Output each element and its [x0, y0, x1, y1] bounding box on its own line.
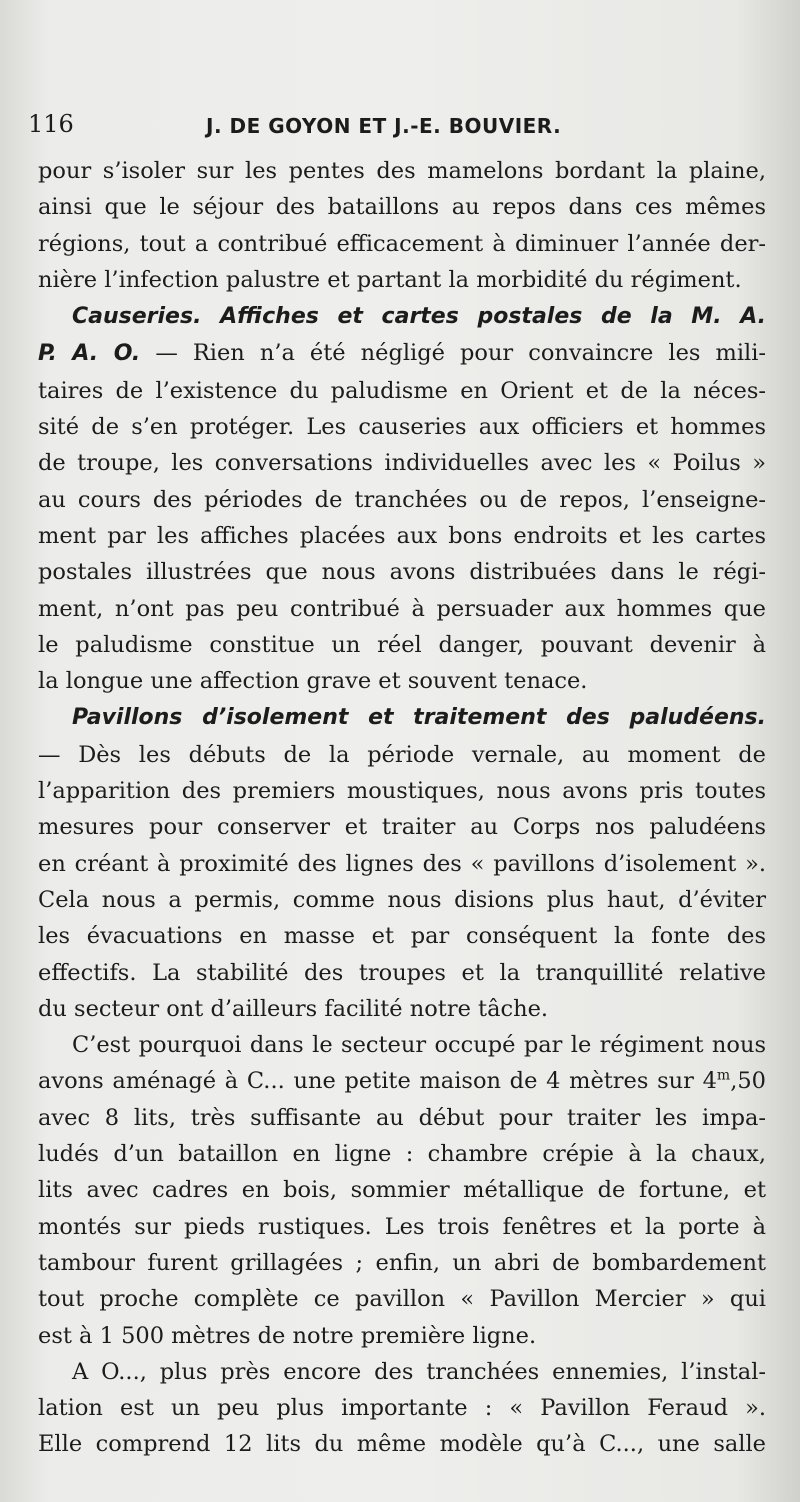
- text-line: [38, 809, 766, 845]
- text-line: [38, 1063, 766, 1099]
- text-line: [38, 882, 766, 918]
- superscript-unit: m: [716, 1067, 731, 1084]
- text-line: [38, 518, 766, 554]
- line-text: avec 8 lits, très suffisante au début pour traiter les impa-: [38, 1104, 766, 1131]
- text-line: [38, 591, 766, 627]
- line-text: l’apparition des premiers moustiques, nous avons pris toutes: [38, 778, 766, 805]
- text-line: [38, 773, 766, 809]
- text-line: [38, 1354, 766, 1390]
- text-line: [38, 955, 766, 991]
- text-line: [38, 846, 766, 882]
- text-line: [38, 482, 766, 518]
- line-tail: ,50: [730, 1068, 766, 1095]
- running-title: J. DE GOYON ET J.-E. BOUVIER.: [206, 114, 562, 138]
- line-text: régions, tout a contribué efficacement à diminuer l’année der-: [38, 230, 766, 257]
- line-text: mesures pour conserver et traiter au Corps nos paludéens: [38, 814, 766, 841]
- line-text: lits avec cadres en bois, sommier métallique de fortune, et: [38, 1177, 766, 1204]
- text-line: [38, 1318, 766, 1354]
- line-text: Elle comprend 12 lits du même modèle qu’à C..., une salle: [38, 1431, 766, 1458]
- text-line: [38, 445, 766, 481]
- text-line: [38, 1172, 766, 1208]
- text-line: [38, 153, 766, 189]
- line-text: de troupe, les conversations individuelles avec les « Poilus »: [38, 450, 766, 477]
- line-text: montés sur pieds rustiques. Les trois fenêtres et la porte à: [38, 1213, 766, 1240]
- line-text: la longue une affection grave et souvent tenace.: [38, 668, 588, 695]
- line-text: tout proche complète ce pavillon « Pavillon Mercier » qui: [38, 1286, 766, 1313]
- text-line: [38, 1390, 766, 1426]
- text-line: [38, 189, 766, 225]
- line-text: — Dès les débuts de la période vernale, au moment de: [38, 741, 766, 768]
- line-text: ludés d’un bataillon en ligne : chambre crépie à la chaux,: [38, 1141, 766, 1168]
- page-header: [28, 110, 760, 150]
- text-line: [38, 226, 766, 262]
- text-line: [38, 1281, 766, 1317]
- text-line: [38, 554, 766, 590]
- body-text: [38, 153, 766, 1463]
- line-text: est à 1 500 mètres de notre première ligne.: [38, 1322, 537, 1349]
- text-line: [38, 737, 766, 773]
- text-line: [38, 409, 766, 445]
- text-line: [38, 663, 766, 699]
- line-text: — Rien n’a été négligé pour convaincre les mili-: [140, 340, 767, 367]
- line-text: C’est pourquoi dans le secteur occupé par le régiment nous: [72, 1032, 766, 1059]
- line-text: ment, n’ont pas peu contribué à persuader aux hommes que: [38, 595, 766, 622]
- line-text: avons aménagé à C... une petite maison de 4 mètres sur 4: [38, 1068, 717, 1095]
- line-text: postales illustrées que nous avons distribuées dans le régi-: [38, 559, 766, 586]
- text-line: [38, 335, 766, 372]
- line-text: ainsi que le séjour des bataillons au repos dans ces mêmes: [38, 194, 766, 221]
- line-text: nière l’infection palustre et partant la morbidité du régiment.: [38, 266, 742, 293]
- section-heading: Pavillons d’isolement et traitement des paludéens.: [72, 705, 766, 731]
- text-line: [38, 918, 766, 954]
- line-text: sité de s’en protéger. Les causeries aux officiers et hommes: [38, 414, 766, 441]
- text-line: [38, 627, 766, 663]
- text-line: [38, 991, 766, 1027]
- line-text: au cours des périodes de tranchées ou de repos, l’enseigne-: [38, 486, 766, 513]
- line-text: pour s’isoler sur les pentes des mamelons bordant la plaine,: [38, 158, 766, 184]
- line-text: A O..., plus près encore des tranchées ennemies, l’instal-: [72, 1358, 766, 1385]
- line-text: du secteur ont d’ailleurs facilité notre tâche.: [38, 995, 549, 1022]
- text-line: [38, 298, 766, 335]
- text-line: [38, 1209, 766, 1245]
- text-line: [38, 262, 766, 298]
- line-text: les évacuations en masse et par conséquent la fonte des: [38, 923, 766, 950]
- line-text: Cela nous a permis, comme nous disions plus haut, d’éviter: [38, 886, 766, 913]
- section-heading: Causeries. Affiches et cartes postales de la M. A.: [72, 304, 766, 330]
- text-line: [38, 1100, 766, 1136]
- line-text: tambour furent grillagées ; enfin, un abri de bombardement: [38, 1249, 766, 1276]
- text-line: [38, 1027, 766, 1063]
- line-text: en créant à proximité des lignes des « pavillons d’isolement ».: [38, 850, 766, 877]
- text-line: [38, 1426, 766, 1462]
- page-number: 116: [28, 110, 74, 138]
- line-text: taires de l’existence du paludisme en Orient et de la néces-: [38, 377, 766, 404]
- section-heading: P. A. O.: [38, 341, 141, 367]
- line-text: effectifs. La stabilité des troupes et la tranquillité relative: [38, 959, 766, 986]
- line-text: ment par les affiches placées aux bons endroits et les cartes: [38, 522, 766, 549]
- text-line: [38, 1245, 766, 1281]
- text-line: [38, 373, 766, 409]
- text-line: [38, 1136, 766, 1172]
- text-line: [38, 699, 766, 736]
- line-text: le paludisme constitue un réel danger, pouvant devenir à: [38, 631, 766, 658]
- line-text: lation est un peu plus importante : « Pavillon Feraud ».: [38, 1395, 766, 1422]
